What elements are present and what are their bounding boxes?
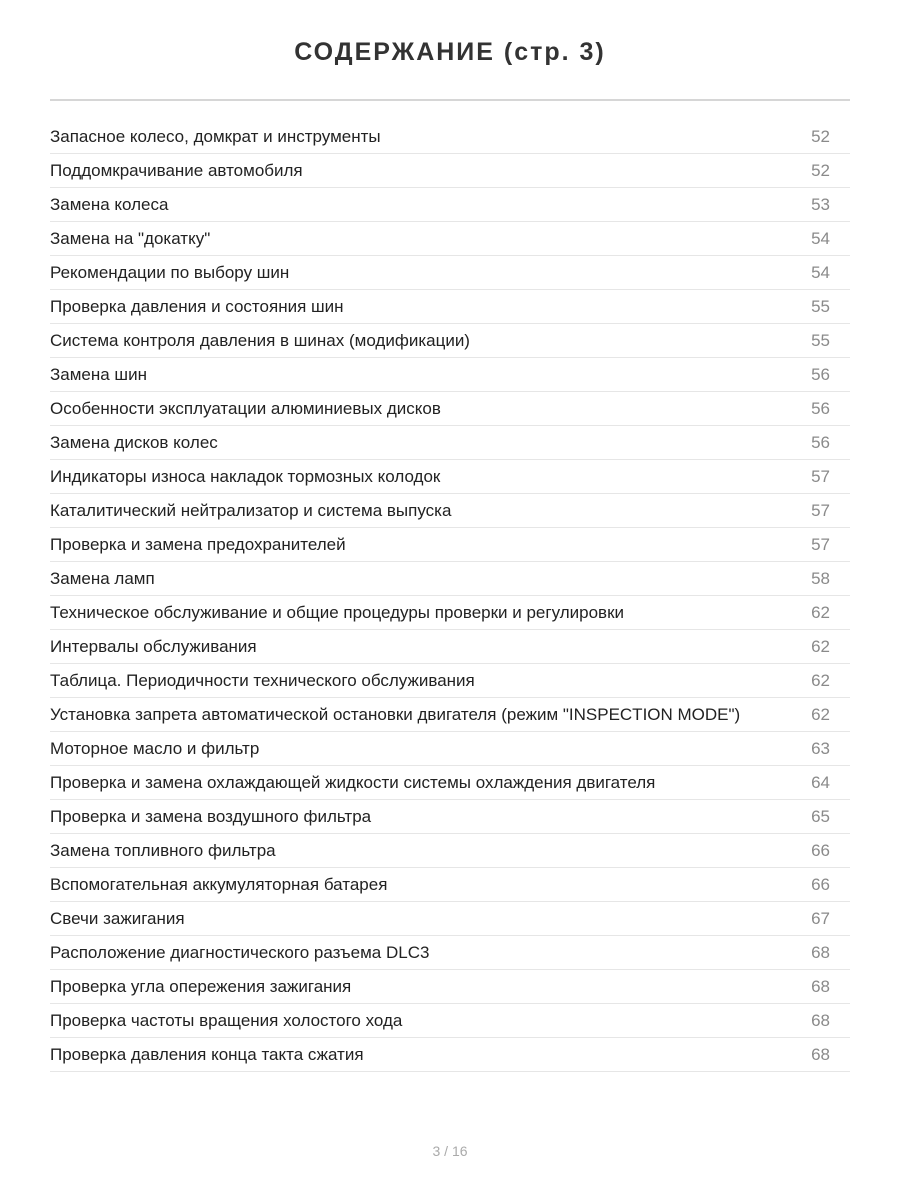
toc-entry-page-number: 57: [811, 466, 830, 486]
toc-entry-page-number: 62: [811, 636, 830, 656]
toc-entry[interactable]: [50, 868, 850, 902]
toc-entry[interactable]: [50, 528, 850, 562]
toc-entry-page-number: 52: [811, 126, 830, 146]
toc-entry-page-number: 68: [811, 976, 830, 996]
toc-entry-title: Техническое обслуживание и общие процедуры проверки и регулировки: [50, 602, 625, 622]
toc-entry[interactable]: [50, 596, 850, 630]
toc-entry-page-number: 68: [811, 942, 830, 962]
toc-entry[interactable]: [50, 324, 850, 358]
toc-entry-page-number: 63: [811, 738, 830, 758]
toc-entry[interactable]: [50, 1038, 850, 1072]
toc-entry-page-number: 68: [811, 1010, 830, 1030]
toc-entry-title: Вспомогательная аккумуляторная батарея: [50, 874, 388, 894]
toc-entry[interactable]: [50, 664, 850, 698]
toc-entry-page-number: 65: [811, 806, 830, 826]
toc-entry-title: Поддомкрачивание автомобиля: [50, 160, 303, 180]
toc-entry[interactable]: [50, 1004, 850, 1038]
toc-entry-title: Установка запрета автоматической остановки двигателя (режим "INSPECTION MODE"): [50, 704, 741, 724]
toc-entry-title: Замена дисков колес: [50, 432, 218, 452]
toc-entry-page-number: 55: [811, 330, 830, 350]
toc-entry-title: Проверка давления и состояния шин: [50, 296, 344, 316]
toc-entry-title: Расположение диагностического разъема DLC3: [50, 942, 430, 962]
toc-entry-page-number: 67: [811, 908, 830, 928]
toc-entry[interactable]: [50, 562, 850, 596]
toc-entry-page-number: 62: [811, 670, 830, 690]
toc-entry-title: Проверка и замена предохранителей: [50, 534, 346, 554]
toc-entry-title: Таблица. Периодичности технического обслуживания: [50, 670, 475, 690]
toc-entry[interactable]: [50, 392, 850, 426]
toc-entry[interactable]: [50, 460, 850, 494]
toc-entry-page-number: 57: [811, 500, 830, 520]
toc-entry-page-number: 62: [811, 602, 830, 622]
toc-entry[interactable]: [50, 290, 850, 324]
toc-entry-title: Интервалы обслуживания: [50, 636, 257, 656]
toc-entry-page-number: 55: [811, 296, 830, 316]
toc-entry-title: Система контроля давления в шинах (модификации): [50, 330, 470, 350]
toc-entry-title: Особенности эксплуатации алюминиевых дисков: [50, 398, 441, 418]
toc-entry-title: Замена на "докатку": [50, 228, 211, 248]
toc-entry-page-number: 52: [811, 160, 830, 180]
toc-entry-title: Проверка давления конца такта сжатия: [50, 1044, 364, 1064]
toc-entry-title: Проверка и замена воздушного фильтра: [50, 806, 372, 826]
toc-entry-title: Каталитический нейтрализатор и система выпуска: [50, 500, 452, 520]
toc-entry-title: Запасное колесо, домкрат и инструменты: [50, 126, 381, 146]
toc-entry-title: Замена колеса: [50, 194, 169, 214]
toc-entry-title: Свечи зажигания: [50, 908, 185, 928]
toc-entry-title: Индикаторы износа накладок тормозных колодок: [50, 466, 441, 486]
toc-entry-page-number: 56: [811, 432, 830, 452]
toc-entry-title: Моторное масло и фильтр: [50, 738, 260, 758]
toc-entry[interactable]: [50, 120, 850, 154]
toc-entry-page-number: 62: [811, 704, 830, 724]
toc-entry[interactable]: [50, 902, 850, 936]
toc-entry[interactable]: [50, 970, 850, 1004]
toc-entry[interactable]: [50, 358, 850, 392]
title-divider: [50, 99, 850, 101]
toc-entry[interactable]: [50, 698, 850, 732]
toc-entry-title: Замена ламп: [50, 568, 155, 588]
toc-entry[interactable]: [50, 256, 850, 290]
toc-entry-title: Замена шин: [50, 364, 147, 384]
toc-entry-page-number: 56: [811, 398, 830, 418]
toc-entry[interactable]: [50, 732, 850, 766]
table-of-contents: [50, 120, 850, 1072]
toc-entry-title: Замена топливного фильтра: [50, 840, 276, 860]
toc-entry-title: Проверка угла опережения зажигания: [50, 976, 352, 996]
toc-entry[interactable]: [50, 188, 850, 222]
toc-entry[interactable]: [50, 494, 850, 528]
toc-entry[interactable]: [50, 800, 850, 834]
toc-entry-page-number: 57: [811, 534, 830, 554]
page-title: СОДЕРЖАНИЕ (стр. 3): [294, 38, 606, 66]
toc-entry-title: Проверка и замена охлаждающей жидкости системы охлаждения двигателя: [50, 772, 656, 792]
toc-entry-page-number: 66: [811, 840, 830, 860]
toc-entry-title: Проверка частоты вращения холостого хода: [50, 1010, 403, 1030]
toc-entry-page-number: 54: [811, 262, 830, 282]
toc-entry-page-number: 68: [811, 1044, 830, 1064]
toc-entry[interactable]: [50, 426, 850, 460]
toc-entry-page-number: 66: [811, 874, 830, 894]
toc-entry[interactable]: [50, 630, 850, 664]
page-indicator: 3 / 16: [432, 1143, 468, 1159]
toc-entry[interactable]: [50, 222, 850, 256]
toc-entry[interactable]: [50, 834, 850, 868]
toc-entry-page-number: 64: [811, 772, 830, 792]
toc-entry[interactable]: [50, 766, 850, 800]
toc-entry-title: Рекомендации по выбору шин: [50, 262, 290, 282]
toc-entry-page-number: 54: [811, 228, 830, 248]
toc-entry[interactable]: [50, 154, 850, 188]
toc-entry-page-number: 56: [811, 364, 830, 384]
toc-entry[interactable]: [50, 936, 850, 970]
toc-entry-page-number: 58: [811, 568, 830, 588]
toc-entry-page-number: 53: [811, 194, 830, 214]
